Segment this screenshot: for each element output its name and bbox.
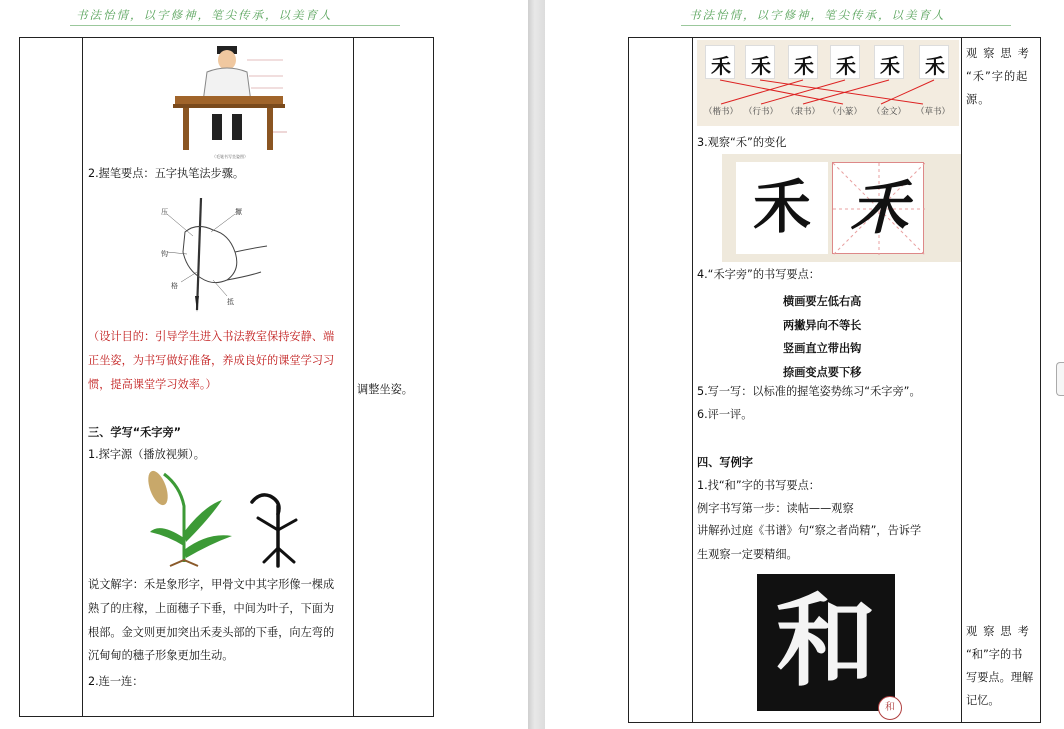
table-column-divider bbox=[961, 37, 962, 723]
observe-he-line: 观察思考 bbox=[966, 625, 1035, 638]
document-page-left bbox=[0, 0, 528, 729]
grip-label-ge: 格 bbox=[171, 282, 178, 290]
grid-character: 禾 bbox=[752, 173, 811, 241]
key-point-item: 两撇异向不等长 bbox=[783, 318, 862, 332]
grip-label-ye: 擫 bbox=[235, 208, 242, 216]
observe-origin-note bbox=[966, 42, 1035, 111]
design-purpose-line: 正坐姿，为书写做好准备，养成良好的课堂学习习 bbox=[88, 353, 335, 367]
observe-origin-line: 观察思考 bbox=[966, 47, 1035, 60]
evolution-glyph: 禾 bbox=[925, 54, 945, 78]
step-explore-origin: 1.探字源（播放视频）。 bbox=[88, 448, 205, 461]
grid-character-comparison bbox=[722, 154, 961, 262]
evolution-glyph: 禾 bbox=[880, 54, 900, 78]
explain-line: 生观察一定要精细。 bbox=[697, 547, 798, 561]
table-column-divider bbox=[353, 37, 354, 717]
evolution-glyph: 禾 bbox=[751, 54, 771, 78]
observe-he-line: “和”字的书 bbox=[966, 648, 1023, 661]
header-motto: 书法怡情，以字修神，笔尖传承，以美育人 bbox=[76, 8, 333, 22]
observe-origin-line: 源。 bbox=[966, 93, 991, 106]
section-four-title: 四、写例字 bbox=[697, 456, 753, 469]
shuowen-explanation bbox=[88, 573, 334, 668]
rubbing-image-he bbox=[757, 574, 895, 711]
find-points-heading: 1.找“和”字的书写要点： bbox=[697, 479, 820, 492]
example-step-one: 例字书写第一步：读帖——观察 bbox=[697, 502, 854, 515]
evolution-glyph: 禾 bbox=[836, 54, 856, 78]
grip-point-heading: 2.握笔要点：五字执笔法步骤。 bbox=[88, 167, 245, 180]
evolution-label: （草书） bbox=[915, 107, 950, 117]
grid-character: 禾 bbox=[849, 174, 908, 242]
observe-he-line: 写要点。理解 bbox=[966, 671, 1034, 684]
key-points-list bbox=[783, 290, 861, 384]
header-rule bbox=[681, 25, 1011, 26]
side-scroll-handle[interactable] bbox=[1056, 362, 1064, 396]
table-column-divider bbox=[82, 37, 83, 717]
grip-label-di: 抵 bbox=[227, 298, 234, 306]
design-purpose-line: （设计目的：引导学生进入书法教室保持安静、端 bbox=[88, 330, 335, 343]
design-purpose-line: 惯，提高课堂学习效率。） bbox=[88, 377, 217, 391]
step-write-practice: 5.写一写：以标准的握笔姿势练习“禾字旁”。 bbox=[697, 385, 921, 398]
page-gutter bbox=[528, 0, 545, 729]
evolution-label: （楷书） bbox=[703, 107, 738, 117]
shuowen-line: 沉甸甸的穗子形象更加生动。 bbox=[88, 649, 234, 663]
header-motto: 书法怡情，以字修神，笔尖传承，以美育人 bbox=[689, 8, 946, 22]
rubbing-character: 和 bbox=[776, 582, 876, 700]
evolution-label: （金文） bbox=[871, 107, 906, 117]
header-rule bbox=[70, 25, 400, 26]
design-purpose-note bbox=[88, 325, 334, 396]
key-points-heading: 4.“禾字旁”的书写要点： bbox=[697, 268, 820, 281]
key-point-item: 横画要左低右高 bbox=[783, 295, 862, 308]
step-evaluate: 6.评一评。 bbox=[697, 408, 753, 421]
evolution-label: （小篆） bbox=[827, 107, 862, 117]
grip-label-gou: 钩 bbox=[161, 250, 168, 258]
shuowen-line: 说文解字：禾是象形字，甲骨文中其字形像一棵成 bbox=[88, 578, 335, 591]
grip-label-ya: 压 bbox=[161, 208, 168, 216]
observe-he-note bbox=[966, 620, 1035, 712]
explain-paragraph bbox=[697, 519, 921, 567]
section-three-title: 三、学写“禾字旁” bbox=[88, 426, 182, 439]
seal-stamp: 和 bbox=[878, 696, 902, 720]
brush-grip-diagram bbox=[157, 192, 275, 314]
shuowen-line: 熟了的庄稼，上面穗子下垂，中间为叶子，下面为 bbox=[88, 601, 335, 615]
explain-line: 讲解孙过庭《书谱》句“察之者尚精”，告诉学 bbox=[697, 524, 922, 537]
shuowen-line: 根部。金文则更加突出禾麦头部的下垂，向左弯的 bbox=[88, 625, 335, 639]
evolution-label: （行书） bbox=[743, 107, 778, 117]
glyph-evolution-match-panel bbox=[697, 40, 959, 126]
rice-grid-cell bbox=[832, 162, 924, 254]
evolution-label: （隶书） bbox=[785, 107, 820, 117]
grain-and-oracle-glyph-image bbox=[140, 466, 302, 570]
evolution-glyph: 禾 bbox=[711, 54, 731, 78]
step-match: 2.连一连： bbox=[88, 675, 144, 688]
observe-he-line: 记忆。 bbox=[966, 694, 1000, 707]
plain-grid-cell bbox=[736, 162, 828, 254]
evolution-glyph: 禾 bbox=[794, 54, 814, 78]
key-point-item: 捺画变点要下移 bbox=[783, 365, 862, 379]
table-column-divider bbox=[692, 37, 693, 723]
step-observe-change: 3.观察“禾”的变化 bbox=[697, 136, 787, 149]
key-point-item: 竖画直立带出钩 bbox=[783, 342, 862, 355]
posture-caption: （毛笔书写坐姿图） bbox=[212, 154, 248, 159]
observe-origin-line: “禾”字的起 bbox=[966, 70, 1029, 83]
sitting-posture-image bbox=[155, 40, 305, 162]
student-activity-adjust-posture: 调整坐姿。 bbox=[357, 383, 413, 396]
